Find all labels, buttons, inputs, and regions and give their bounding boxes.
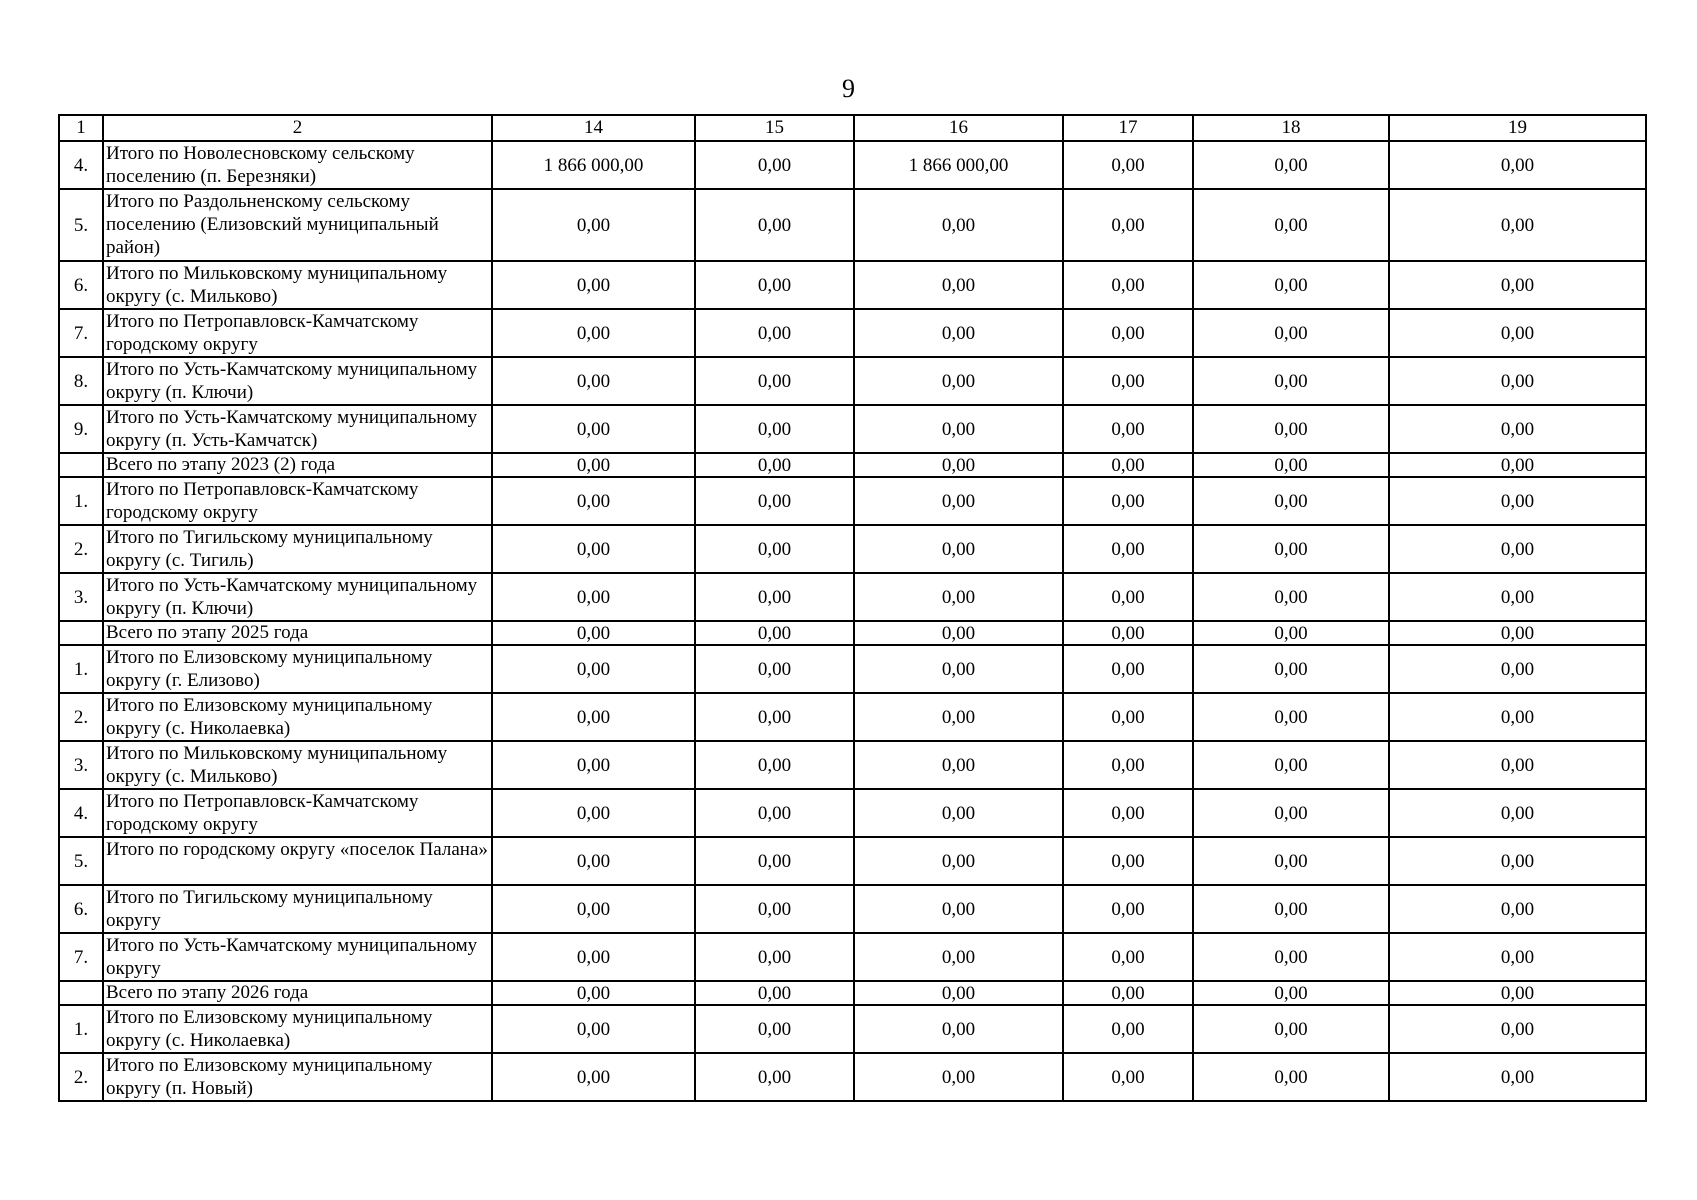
value-cell: 0,00 <box>1063 357 1193 405</box>
table-row-subtotal <box>59 621 1646 645</box>
row-number: 3. <box>59 741 103 789</box>
value-cell: 0,00 <box>1193 933 1389 981</box>
value-cell: 0,00 <box>695 981 854 1005</box>
row-name: Итого по Усть-Камчатскому муниципальному округу (п. Усть-Камчатск) <box>103 405 492 453</box>
row-name: Итого по Елизовскому муниципальному округу (г. Елизово) <box>103 645 492 693</box>
table-row <box>59 261 1646 309</box>
table-row <box>59 645 1646 693</box>
table-row <box>59 933 1646 981</box>
row-number: 8. <box>59 357 103 405</box>
value-cell: 0,00 <box>1193 789 1389 837</box>
row-number: 2. <box>59 1053 103 1101</box>
value-cell: 0,00 <box>1193 189 1389 261</box>
value-cell: 0,00 <box>1389 141 1646 189</box>
value-cell: 0,00 <box>695 933 854 981</box>
value-cell: 0,00 <box>1193 525 1389 573</box>
table-row <box>59 141 1646 189</box>
table-row <box>59 741 1646 789</box>
row-number <box>59 621 103 645</box>
value-cell: 0,00 <box>854 789 1063 837</box>
value-cell: 0,00 <box>492 477 695 525</box>
row-name: Итого по Петропавловск-Камчатскому городскому округу <box>103 309 492 357</box>
row-number: 7. <box>59 309 103 357</box>
value-cell: 0,00 <box>854 621 1063 645</box>
value-cell: 0,00 <box>1389 693 1646 741</box>
row-name: Итого по Петропавловск-Камчатскому городскому округу <box>103 477 492 525</box>
row-number: 2. <box>59 525 103 573</box>
row-number <box>59 453 103 477</box>
row-name: Итого по Елизовскому муниципальному округу (с. Николаевка) <box>103 693 492 741</box>
value-cell: 0,00 <box>492 189 695 261</box>
value-cell: 0,00 <box>492 885 695 933</box>
value-cell: 0,00 <box>695 693 854 741</box>
value-cell: 0,00 <box>695 573 854 621</box>
row-number: 6. <box>59 885 103 933</box>
row-number <box>59 981 103 1005</box>
row-number: 2. <box>59 693 103 741</box>
row-number: 1. <box>59 645 103 693</box>
value-cell: 0,00 <box>1063 573 1193 621</box>
value-cell: 0,00 <box>1193 837 1389 885</box>
value-cell: 0,00 <box>695 189 854 261</box>
value-cell: 0,00 <box>695 885 854 933</box>
value-cell: 0,00 <box>1389 885 1646 933</box>
value-cell: 0,00 <box>1063 789 1193 837</box>
value-cell: 0,00 <box>695 621 854 645</box>
value-cell: 0,00 <box>492 789 695 837</box>
value-cell: 0,00 <box>1389 189 1646 261</box>
value-cell: 0,00 <box>1389 741 1646 789</box>
value-cell: 0,00 <box>854 573 1063 621</box>
value-cell: 0,00 <box>1193 357 1389 405</box>
value-cell: 0,00 <box>492 837 695 885</box>
row-number: 5. <box>59 189 103 261</box>
value-cell: 0,00 <box>854 309 1063 357</box>
row-name: Итого по Елизовскому муниципальному округу (с. Николаевка) <box>103 1005 492 1053</box>
value-cell: 0,00 <box>1063 189 1193 261</box>
value-cell: 0,00 <box>1389 405 1646 453</box>
value-cell: 0,00 <box>854 933 1063 981</box>
value-cell: 0,00 <box>1193 621 1389 645</box>
table-row <box>59 477 1646 525</box>
value-cell: 0,00 <box>1063 453 1193 477</box>
row-name: Итого по Тигильскому муниципальному округу (с. Тигиль) <box>103 525 492 573</box>
row-number: 1. <box>59 1005 103 1053</box>
table-body <box>59 141 1646 1101</box>
value-cell: 0,00 <box>695 1053 854 1101</box>
table-row <box>59 1005 1646 1053</box>
row-number: 6. <box>59 261 103 309</box>
table-row <box>59 837 1646 885</box>
header-cell: 18 <box>1193 115 1389 141</box>
value-cell: 0,00 <box>1389 309 1646 357</box>
value-cell: 0,00 <box>695 453 854 477</box>
value-cell: 0,00 <box>1389 453 1646 477</box>
value-cell: 0,00 <box>854 1053 1063 1101</box>
value-cell: 0,00 <box>695 837 854 885</box>
value-cell: 0,00 <box>492 741 695 789</box>
value-cell: 0,00 <box>1389 357 1646 405</box>
value-cell: 0,00 <box>492 357 695 405</box>
value-cell: 0,00 <box>1193 981 1389 1005</box>
value-cell: 0,00 <box>492 525 695 573</box>
value-cell: 0,00 <box>492 309 695 357</box>
value-cell: 0,00 <box>1389 477 1646 525</box>
value-cell: 0,00 <box>1389 573 1646 621</box>
value-cell: 0,00 <box>695 405 854 453</box>
row-name: Итого по Елизовскому муниципальному округу (п. Новый) <box>103 1053 492 1101</box>
value-cell: 0,00 <box>1193 885 1389 933</box>
value-cell: 1 866 000,00 <box>854 141 1063 189</box>
value-cell: 0,00 <box>1193 645 1389 693</box>
table-row-subtotal <box>59 981 1646 1005</box>
row-number: 9. <box>59 405 103 453</box>
table-row <box>59 789 1646 837</box>
value-cell: 0,00 <box>1063 1053 1193 1101</box>
page-number: 9 <box>842 74 855 103</box>
value-cell: 0,00 <box>1193 573 1389 621</box>
table-row <box>59 357 1646 405</box>
value-cell: 0,00 <box>1193 309 1389 357</box>
table-row <box>59 1053 1646 1101</box>
row-name: Итого по Тигильскому муниципальному округу <box>103 885 492 933</box>
table-row <box>59 309 1646 357</box>
value-cell: 0,00 <box>1389 525 1646 573</box>
header-cell: 19 <box>1389 115 1646 141</box>
table-row <box>59 693 1646 741</box>
header-cell: 1 <box>59 115 103 141</box>
value-cell: 0,00 <box>854 525 1063 573</box>
row-name: Итого по Усть-Камчатскому муниципальному округу <box>103 933 492 981</box>
row-name: Всего по этапу 2026 года <box>103 981 492 1005</box>
value-cell: 0,00 <box>492 693 695 741</box>
row-name: Итого по Мильковскому муниципальному округу (с. Мильково) <box>103 261 492 309</box>
value-cell: 0,00 <box>1193 693 1389 741</box>
row-number: 4. <box>59 141 103 189</box>
header-cell: 16 <box>854 115 1063 141</box>
value-cell: 0,00 <box>492 981 695 1005</box>
row-name: Итого по Мильковскому муниципальному округу (с. Мильково) <box>103 741 492 789</box>
value-cell: 0,00 <box>695 261 854 309</box>
value-cell: 0,00 <box>1193 141 1389 189</box>
table-row <box>59 573 1646 621</box>
value-cell: 0,00 <box>1063 141 1193 189</box>
value-cell: 0,00 <box>854 189 1063 261</box>
value-cell: 0,00 <box>854 1005 1063 1053</box>
value-cell: 0,00 <box>492 645 695 693</box>
value-cell: 0,00 <box>854 693 1063 741</box>
value-cell: 0,00 <box>492 933 695 981</box>
value-cell: 0,00 <box>695 477 854 525</box>
value-cell: 0,00 <box>854 405 1063 453</box>
value-cell: 0,00 <box>1063 933 1193 981</box>
value-cell: 0,00 <box>1193 477 1389 525</box>
row-number: 1. <box>59 477 103 525</box>
value-cell: 0,00 <box>1389 789 1646 837</box>
value-cell: 0,00 <box>1389 261 1646 309</box>
row-name: Всего по этапу 2023 (2) года <box>103 453 492 477</box>
table-row <box>59 525 1646 573</box>
row-name: Итого по Раздольненскому сельскому поселению (Елизовский муниципальный район) <box>103 189 492 261</box>
value-cell: 0,00 <box>695 141 854 189</box>
value-cell: 0,00 <box>492 1005 695 1053</box>
value-cell: 0,00 <box>1063 741 1193 789</box>
value-cell: 0,00 <box>1389 1053 1646 1101</box>
table-row <box>59 885 1646 933</box>
value-cell: 0,00 <box>695 1005 854 1053</box>
header-cell: 14 <box>492 115 695 141</box>
value-cell: 0,00 <box>492 405 695 453</box>
value-cell: 0,00 <box>1193 453 1389 477</box>
value-cell: 0,00 <box>854 885 1063 933</box>
header-cell: 2 <box>103 115 492 141</box>
value-cell: 0,00 <box>1063 693 1193 741</box>
value-cell: 0,00 <box>492 453 695 477</box>
value-cell: 0,00 <box>695 741 854 789</box>
table-header <box>59 115 1646 141</box>
value-cell: 0,00 <box>854 357 1063 405</box>
value-cell: 0,00 <box>854 981 1063 1005</box>
value-cell: 0,00 <box>1389 645 1646 693</box>
row-number: 7. <box>59 933 103 981</box>
value-cell: 0,00 <box>854 837 1063 885</box>
value-cell: 0,00 <box>1063 261 1193 309</box>
value-cell: 0,00 <box>1389 981 1646 1005</box>
value-cell: 0,00 <box>1389 1005 1646 1053</box>
value-cell: 0,00 <box>695 357 854 405</box>
value-cell: 0,00 <box>1193 1053 1389 1101</box>
value-cell: 0,00 <box>695 789 854 837</box>
value-cell: 0,00 <box>1389 621 1646 645</box>
row-name: Итого по Петропавловск-Камчатскому городскому округу <box>103 789 492 837</box>
value-cell: 0,00 <box>1193 405 1389 453</box>
value-cell: 0,00 <box>1063 525 1193 573</box>
header-cell: 17 <box>1063 115 1193 141</box>
value-cell: 0,00 <box>1389 933 1646 981</box>
value-cell: 1 866 000,00 <box>492 141 695 189</box>
value-cell: 0,00 <box>492 261 695 309</box>
value-cell: 0,00 <box>1063 621 1193 645</box>
value-cell: 0,00 <box>1063 981 1193 1005</box>
value-cell: 0,00 <box>854 453 1063 477</box>
value-cell: 0,00 <box>854 477 1063 525</box>
row-name: Итого по Усть-Камчатскому муниципальному округу (п. Ключи) <box>103 357 492 405</box>
row-name: Итого по Усть-Камчатскому муниципальному округу (п. Ключи) <box>103 573 492 621</box>
value-cell: 0,00 <box>695 309 854 357</box>
row-number: 5. <box>59 837 103 885</box>
value-cell: 0,00 <box>1063 1005 1193 1053</box>
value-cell: 0,00 <box>1063 885 1193 933</box>
value-cell: 0,00 <box>1389 837 1646 885</box>
table-row <box>59 405 1646 453</box>
data-table <box>58 114 1647 1102</box>
row-name: Итого по Новолесновскому сельскому поселению (п. Березняки) <box>103 141 492 189</box>
table-row <box>59 189 1646 261</box>
value-cell: 0,00 <box>1063 837 1193 885</box>
row-name: Итого по городскому округу «поселок Палана» <box>103 837 492 885</box>
value-cell: 0,00 <box>1063 405 1193 453</box>
header-row <box>59 115 1646 141</box>
value-cell: 0,00 <box>492 573 695 621</box>
header-cell: 15 <box>695 115 854 141</box>
value-cell: 0,00 <box>492 621 695 645</box>
value-cell: 0,00 <box>695 525 854 573</box>
value-cell: 0,00 <box>1063 477 1193 525</box>
value-cell: 0,00 <box>1063 309 1193 357</box>
value-cell: 0,00 <box>1193 741 1389 789</box>
row-number: 3. <box>59 573 103 621</box>
value-cell: 0,00 <box>1193 261 1389 309</box>
value-cell: 0,00 <box>854 645 1063 693</box>
value-cell: 0,00 <box>854 261 1063 309</box>
value-cell: 0,00 <box>1193 1005 1389 1053</box>
value-cell: 0,00 <box>1063 645 1193 693</box>
table-row-subtotal <box>59 453 1646 477</box>
row-name: Всего по этапу 2025 года <box>103 621 492 645</box>
row-number: 4. <box>59 789 103 837</box>
value-cell: 0,00 <box>492 1053 695 1101</box>
value-cell: 0,00 <box>854 741 1063 789</box>
value-cell: 0,00 <box>695 645 854 693</box>
